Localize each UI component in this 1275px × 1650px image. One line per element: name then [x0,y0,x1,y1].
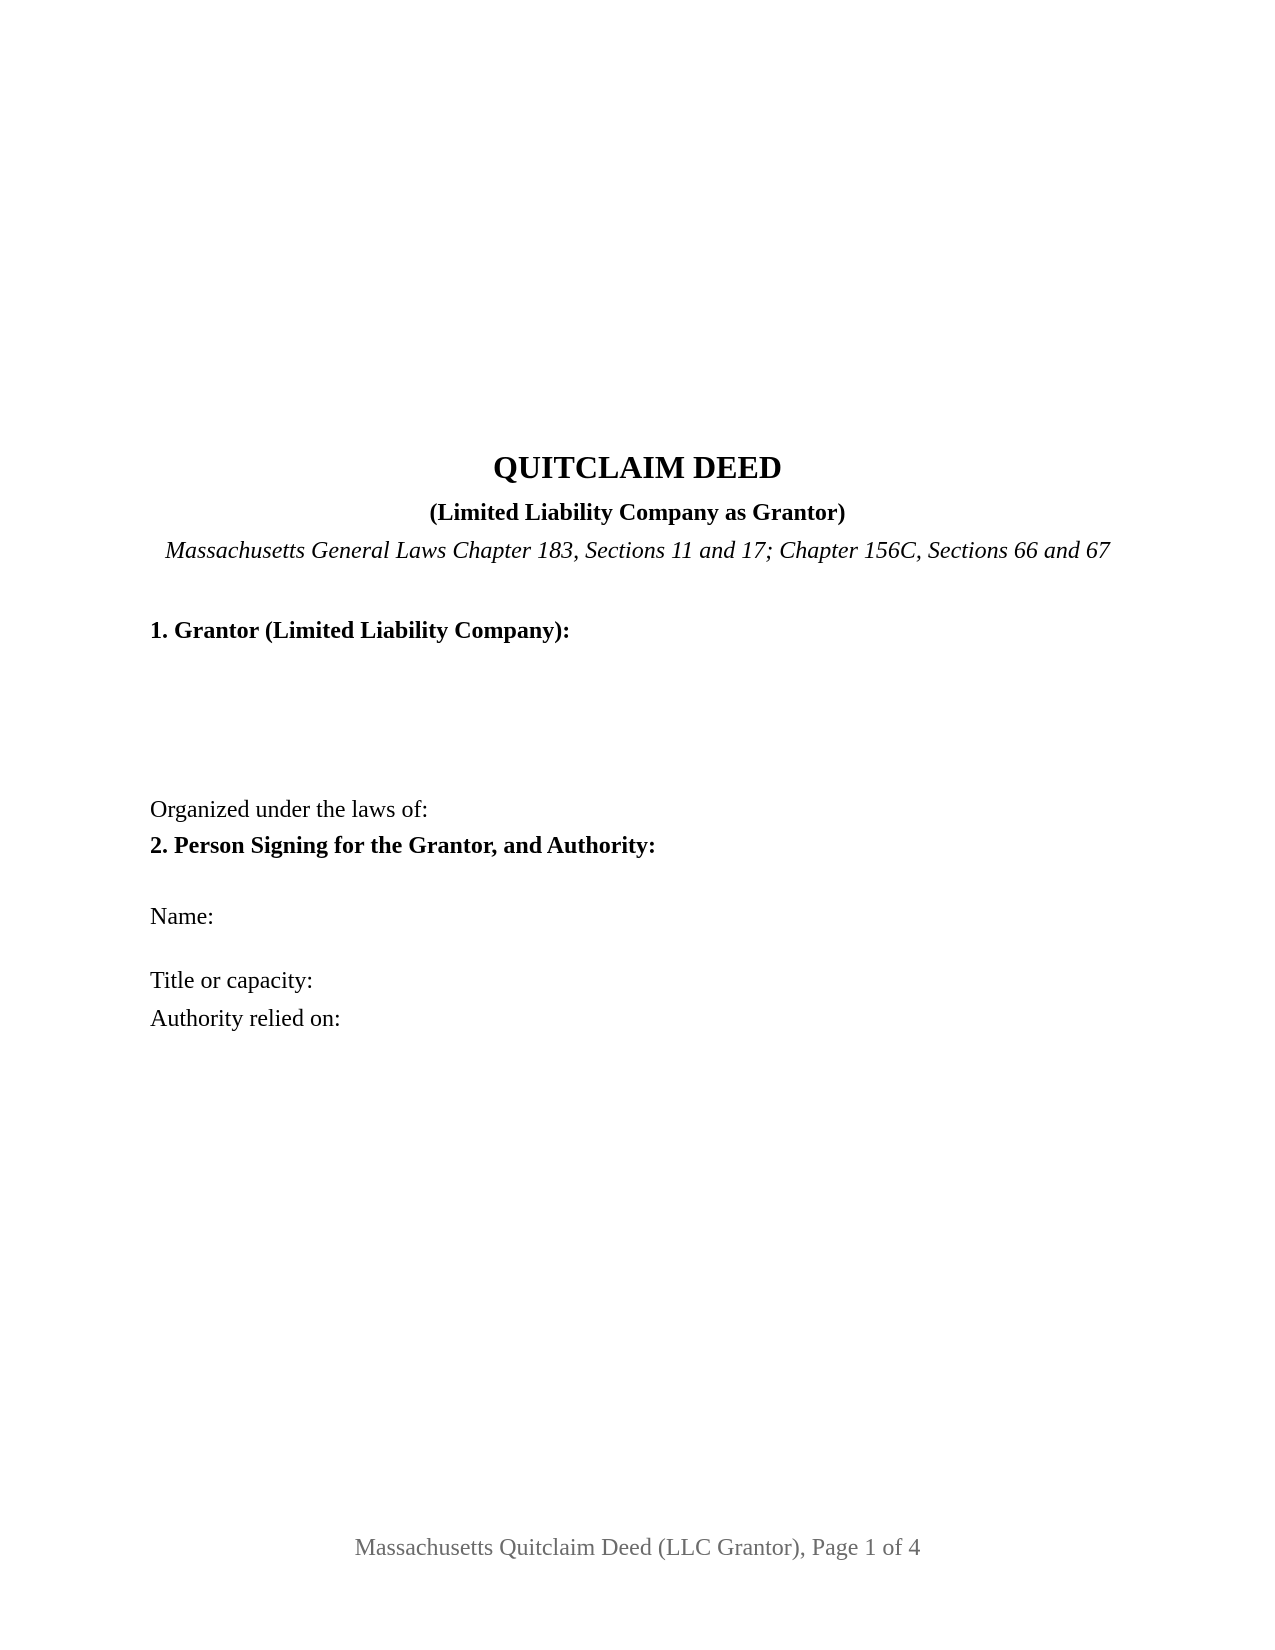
authority-label: Authority relied on: [150,1006,341,1032]
document-title: QUITCLAIM DEED [493,449,782,485]
signer-title-label: Title or capacity: [150,968,314,994]
organized-under-label: Organized under the laws of: [150,797,429,823]
signer-section-heading: 2. Person Signing for the Grantor, and Authority: [150,833,657,859]
statute-citation: Massachusetts General Laws Chapter 183, Sections 11 and 17; Chapter 156C, Sections 66 and 67 [165,538,1110,564]
page-footer: Massachusetts Quitclaim Deed (LLC Grantor), Page 1 of 4 [354,1535,921,1561]
signer-name-label: Name: [150,904,214,930]
document-subtitle: (Limited Liability Company as Grantor) [429,500,846,526]
grantor-section-heading: 1. Grantor (Limited Liability Company): [150,618,571,644]
